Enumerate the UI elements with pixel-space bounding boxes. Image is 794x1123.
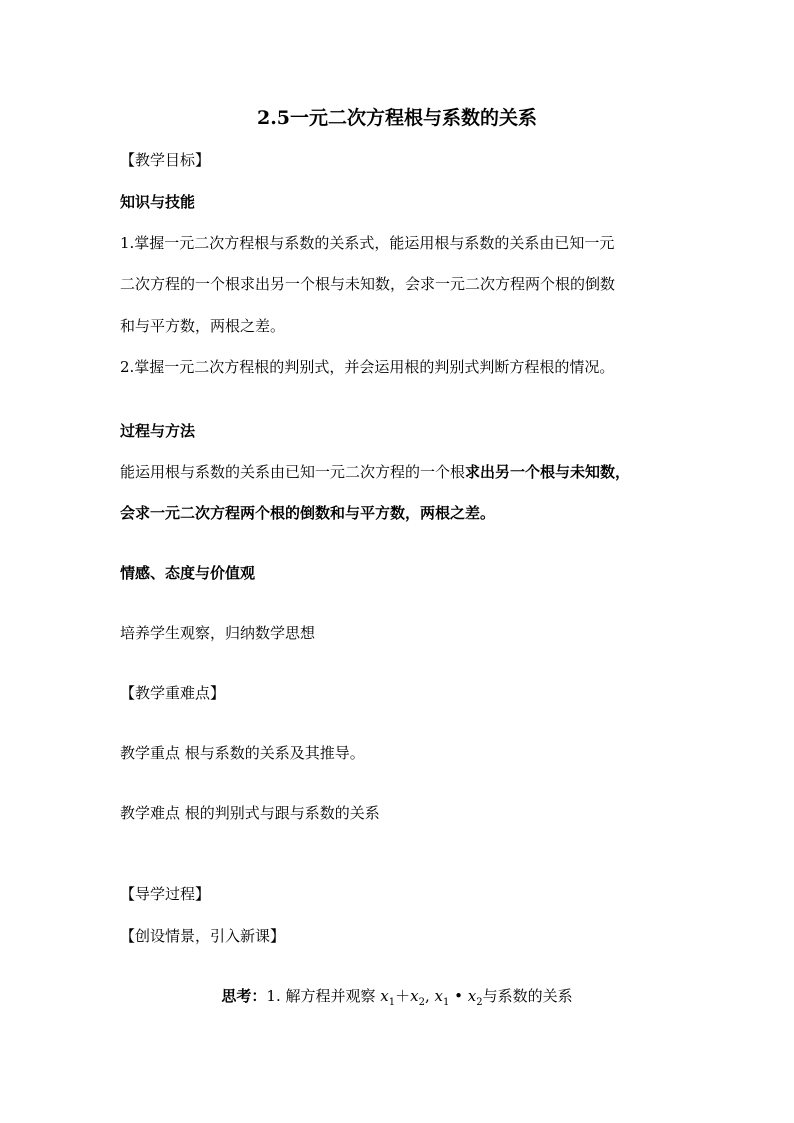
process-line-1 [120,462,630,482]
sub-2-a: 2 [418,997,425,1008]
plus-sign: ＋ [395,987,411,1005]
think-text-1: 1. 解方程并观察 [266,987,381,1005]
knowledge-paragraph-1-line-3: 和与平方数，两根之差。 [120,317,286,335]
sub-1-b: 1 [442,997,450,1008]
process-line-2: 会求一元二次方程两个根的倒数和与平方数，两根之差。 [120,504,496,522]
knowledge-paragraph-1-line-2: 二次方程的一个根求出另一个根与未知数，会求一元二次方程两个根的倒数 [120,275,616,293]
knowledge-heading: 知识与技能 [120,193,196,211]
process-line-1-normal: 能运用根与系数的关系由已知一元二次方程的一个根 [120,463,466,481]
emotion-heading: 情感、态度与价值观 [120,564,256,582]
var-x2-a: x [410,987,419,1005]
think-label: 思考： [221,987,267,1005]
page-title: 2.5一元二次方程根与系数的关系 [256,107,538,129]
key-point: 教学重点 根与系数的关系及其推导。 [120,744,365,762]
process-heading: 过程与方法 [120,422,196,440]
var-x2-b: x [467,987,477,1005]
knowledge-paragraph-1-line-1: 1.掌握一元二次方程根与系数的关系式，能运用根与系数的关系由已知一元 [120,234,615,252]
think-line [0,986,794,1006]
var-x1-a: x [380,987,389,1005]
sub-2-b: 2 [476,997,483,1008]
difficult-point: 教学难点 根的判别式与跟与系数的关系 [120,804,380,822]
sub-1-a: 1 [388,997,396,1008]
separator: , [424,987,435,1005]
knowledge-paragraph-2: 2.掌握一元二次方程根的判别式，并会运用根的判别式判断方程根的情况。 [120,358,615,376]
intro-heading: 【创设情景，引入新课】 [120,927,286,945]
emotion-text: 培养学生观察，归纳数学思想 [120,624,316,642]
goals-heading: 【教学目标】 [120,151,211,169]
process-line-1-bold: 求出另一个根与未知数， [465,463,631,481]
var-x1-b: x [434,987,443,1005]
key-difficult-heading: 【教学重难点】 [120,684,226,702]
dot-sign: • [449,987,468,1005]
think-text-2: 与系数的关系 [482,987,573,1005]
guide-heading: 【导学过程】 [120,885,211,903]
